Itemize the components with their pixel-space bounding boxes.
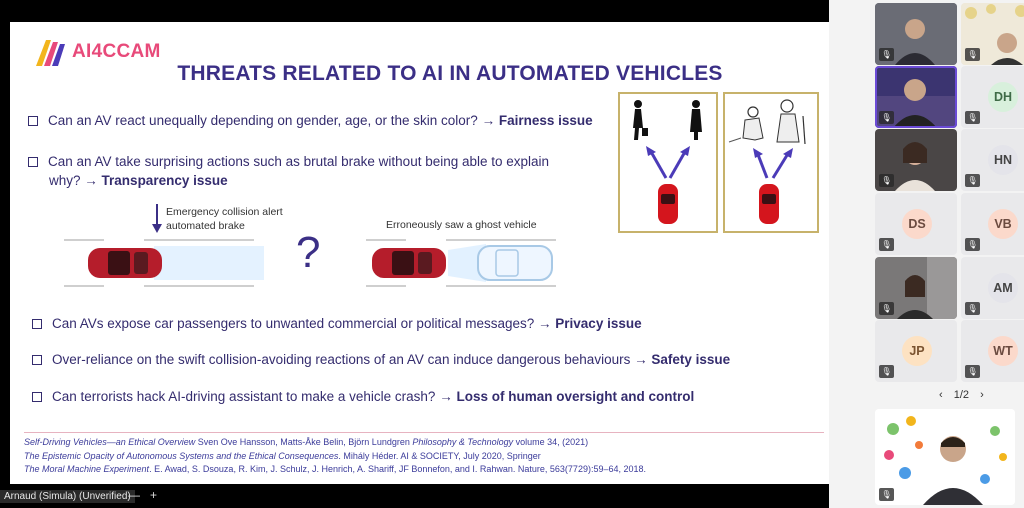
page-indicator: 1/2 [953,389,970,401]
bullet-box-icon [32,355,42,365]
logo-mark-icon [34,36,68,68]
participant-initials-tile[interactable] [875,193,957,255]
maximize-button[interactable]: + [150,488,158,502]
bullet-safety: Over-reliance on the swift collision-avoiding reactions of an AV can induce dangerous behaviours → Safety issue [32,350,730,369]
panel-pedestrians [618,92,718,233]
references [24,436,824,477]
elderly-child-illustration [725,94,817,231]
muted-mic-icon: 🎙 [879,48,894,61]
diagram-label-alert: Emergency collision alert automated brake [166,206,283,232]
participant-video-tile[interactable] [875,257,957,319]
participant-video-tile[interactable] [961,3,1024,65]
bullet-box-icon [28,116,38,126]
bullet-box-icon [28,157,38,167]
participant-avatar: JP [902,336,932,366]
muted-mic-icon: 🎙 [879,174,894,187]
gallery-pager [935,389,988,401]
pedestrians-illustration [620,94,716,231]
participant-initials-tile[interactable] [961,129,1024,191]
participant-avatar: HN [988,145,1018,175]
participant-video-tile[interactable] [875,129,957,191]
participant-avatar: DH [988,82,1018,112]
participant-avatar: WT [988,336,1018,366]
bullet-transparency: Can an AV take surprising actions such as brutal brake without being able to explain why? → Transparency issue [28,152,608,190]
references-divider [24,432,824,433]
issue-label: Safety issue [651,352,731,367]
bullet-fairness: Can an AV react unequally depending on gender, age, or the skin color? → Fairness issue [28,111,593,130]
prev-page-button[interactable]: ‹ [939,389,943,401]
next-page-button[interactable]: › [980,389,984,401]
slide [10,22,829,484]
bullet-oversight: Can terrorists hack AI-driving assistant to make a vehicle crash? → Loss of human oversight and control [32,387,694,406]
issue-label: Loss of human oversight and control [456,389,695,404]
reference-item: The Moral Machine Experiment. E. Awad, S. Dsouza, R. Kim, J. Schulz, J. Henrich, A. Shariff, JF Bonnefon, and I. Rahwan. Nature, 563(7729):59–64, 2018. [24,464,647,474]
issue-label: Privacy issue [555,316,642,331]
participant-initials-tile[interactable] [961,257,1024,319]
self-view-video [875,409,1015,505]
bullet-box-icon [32,392,42,402]
muted-mic-icon: 🎙 [965,302,980,315]
diagram-label-ghost: Erroneously saw a ghost vehicle [386,219,537,231]
muted-mic-icon: 🎙 [965,111,980,124]
reference-item: The Epistemic Opacity of Autonomous Systems and the Ethical Consequences. Mihály Héder. AI & SOCIETY, July 2020, Springer [24,450,541,461]
participant-initials-tile[interactable] [961,193,1024,255]
bullet-box-icon [32,319,42,329]
muted-mic-icon: 🎙 [965,238,980,251]
down-arrow-icon [150,204,164,234]
ghost-vehicle-illustration [366,236,566,290]
participant-initials-tile[interactable] [875,320,957,382]
bullet-privacy: Can AVs expose car passengers to unwanted commercial or political messages? → Privacy issue [32,314,642,333]
participant-initials-tile[interactable] [961,320,1024,382]
panel-elderly-child [723,92,819,233]
presenter-name: Arnaud (Simula) (Unverified) [0,490,135,503]
muted-mic-icon: 🎙 [879,302,894,315]
participant-avatar: VB [988,209,1018,239]
participant-initials-tile[interactable] [961,66,1024,128]
muted-mic-icon: 🎙 [965,174,980,187]
muted-mic-icon: 🎙 [879,488,894,501]
self-view-tile[interactable] [875,409,1015,505]
logo-text: AI4CCAM [72,41,161,62]
muted-mic-icon: 🎙 [879,365,894,378]
question-mark: ? [296,228,321,277]
participant-video-tile-active[interactable] [875,66,957,128]
muted-mic-icon: 🎙 [965,48,980,61]
muted-mic-icon: 🎙 [879,238,894,251]
participant-video-tile[interactable] [875,3,957,65]
slide-title: THREATS RELATED TO AI IN AUTOMATED VEHICLES [177,62,723,85]
minimize-button[interactable]: — [128,488,140,502]
share-top-bar [0,0,829,22]
issue-label: Fairness issue [498,113,593,128]
participant-avatar: AM [988,273,1018,303]
share-bottom-bar [0,484,829,508]
muted-mic-icon: 🎙 [965,365,980,378]
issue-label: Transparency issue [101,173,228,188]
reference-item: Self-Driving Vehicles—an Ethical Overview Sven Ove Hansson, Matts-Åke Belin, Björn Lundgren Philosophy & Technology volume 34, (2021) [24,437,589,447]
ai4ccam-logo [34,34,161,70]
muted-mic-icon: 🎙 [879,111,894,124]
braking-car-illustration [64,236,274,290]
participant-avatar: DS [902,209,932,239]
